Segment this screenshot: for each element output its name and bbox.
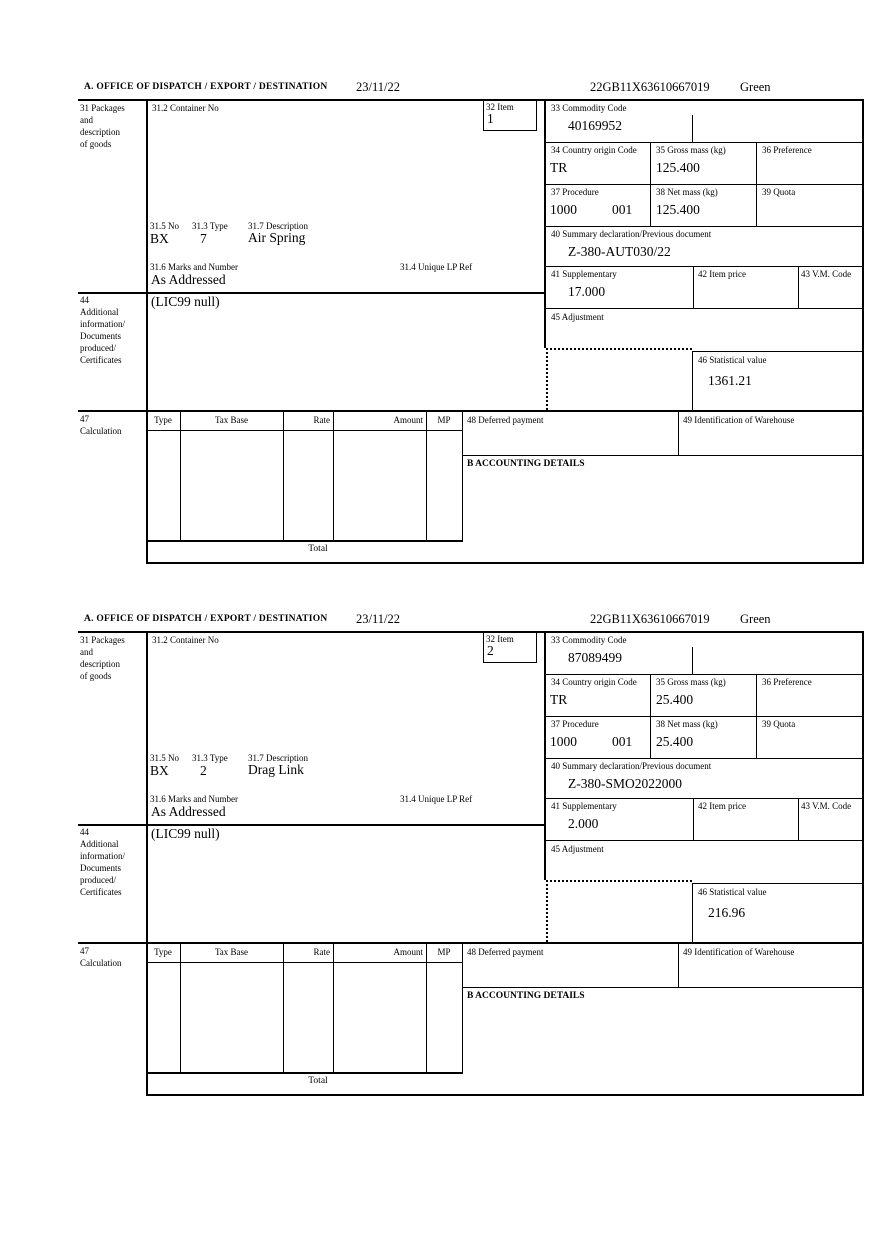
declaration-date: 23/11/22 — [356, 80, 400, 94]
divider — [693, 266, 694, 308]
additional-info-label: 44 — [80, 827, 89, 837]
column-header-type: Type — [154, 415, 172, 425]
column-header-mp: MP — [437, 947, 451, 957]
column-header-amount: Amount — [393, 947, 423, 957]
packages-label: description — [80, 127, 120, 137]
gross-mass-label: 35 Gross mass (kg) — [656, 677, 726, 687]
statistical-value-label: 46 Statistical value — [698, 887, 767, 897]
accounting-details-label: B ACCOUNTING DETAILS — [467, 459, 585, 469]
packages-label: of goods — [80, 671, 112, 681]
divider — [678, 942, 679, 987]
previous-document-value: Z-380-AUT030/22 — [568, 244, 671, 259]
procedure-label: 37 Procedure — [551, 187, 599, 197]
column-header-amount: Amount — [393, 415, 423, 425]
deferred-payment-label: 48 Deferred payment — [467, 415, 544, 425]
column-header-tax-base: Tax Base — [214, 415, 249, 425]
column-header-tax-base: Tax Base — [214, 947, 249, 957]
divider — [862, 631, 864, 1096]
divider — [692, 351, 864, 352]
adjustment-label: 45 Adjustment — [551, 844, 604, 854]
net-mass-value: 125.400 — [656, 202, 700, 217]
dotted-divider — [546, 348, 548, 410]
declaration-reference: 22GB11X63610667019 — [590, 80, 710, 94]
total-label: Total — [308, 544, 328, 554]
procedure-qualifier-value: 001 — [612, 734, 633, 749]
gross-mass-value: 125.400 — [656, 160, 700, 175]
divider — [692, 883, 864, 884]
declaration-reference: 22GB11X63610667019 — [590, 612, 710, 626]
additional-info-value: (LIC99 null) — [151, 826, 220, 841]
preference-label: 36 Preference — [762, 145, 812, 155]
office-of-dispatch-title: A. OFFICE OF DISPATCH / EXPORT / DESTINATION — [84, 82, 328, 92]
column-header-type: Type — [154, 947, 172, 957]
divider — [483, 130, 537, 131]
additional-info-label: Documents — [80, 863, 121, 873]
marks-value: As Addressed — [151, 272, 226, 287]
marks-value: As Addressed — [151, 804, 226, 819]
commodity-code-label: 33 Commodity Code — [551, 103, 627, 113]
additional-info-label: 44 — [80, 295, 89, 305]
divider — [756, 142, 757, 226]
divider — [544, 99, 546, 348]
supplementary-label: 41 Supplementary — [551, 269, 617, 279]
divider — [333, 410, 334, 540]
packages-label: 31 Packages — [80, 635, 125, 645]
additional-info-label: Certificates — [80, 887, 122, 897]
commodity-code-separator — [692, 115, 693, 142]
additional-info-label: Additional — [80, 307, 119, 317]
divider — [146, 1094, 864, 1096]
column-header-rate: Rate — [313, 415, 330, 425]
summary-declaration-label: 40 Summary declaration/Previous document — [551, 229, 712, 239]
marks-label: 31.6 Marks and Number — [150, 794, 238, 804]
statistical-value-label: 46 Statistical value — [698, 355, 767, 365]
country-origin-value: TR — [550, 160, 568, 175]
divider — [862, 99, 864, 564]
divider — [146, 1072, 463, 1074]
item-number-value: 1 — [487, 111, 494, 126]
marks-label: 31.6 Marks and Number — [150, 262, 238, 272]
gross-mass-value: 25.400 — [656, 692, 694, 707]
item-price-label: 42 Item price — [698, 801, 746, 811]
additional-info-value: (LIC99 null) — [151, 294, 220, 309]
package-type-label: 31.3 Type — [192, 221, 228, 231]
column-header-rate: Rate — [313, 947, 330, 957]
commodity-code-value: 87089499 — [568, 650, 622, 665]
divider — [180, 942, 181, 1072]
divider — [650, 674, 651, 758]
divider — [536, 99, 537, 131]
divider — [146, 99, 148, 564]
additional-info-label: information/ — [80, 319, 125, 329]
divider — [426, 410, 427, 540]
packages-label: and — [80, 115, 93, 125]
divider — [545, 758, 864, 759]
divider — [462, 410, 463, 540]
declaration-date: 23/11/22 — [356, 612, 400, 626]
procedure-value: 1000 — [550, 202, 577, 217]
divider — [146, 430, 463, 431]
summary-declaration-label: 40 Summary declaration/Previous document — [551, 761, 712, 771]
divider — [678, 410, 679, 455]
description-label: 31.7 Description — [248, 753, 308, 763]
procedure-value: 1000 — [550, 734, 577, 749]
package-no-value: BX — [150, 231, 169, 246]
container-no-label: 31.2 Container No — [152, 103, 219, 113]
package-type-value: 7 — [200, 231, 207, 246]
divider — [545, 716, 864, 717]
calculation-label: Calculation — [80, 958, 122, 968]
description-label: 31.7 Description — [248, 221, 308, 231]
divider — [78, 410, 864, 412]
item-price-label: 42 Item price — [698, 269, 746, 279]
net-mass-label: 38 Net mass (kg) — [656, 187, 718, 197]
divider — [483, 99, 484, 131]
declaration-item-section-2 — [78, 610, 868, 1102]
item-number-value: 2 — [487, 643, 494, 658]
dotted-divider — [546, 348, 692, 350]
additional-info-label: information/ — [80, 851, 125, 861]
commodity-code-value: 40169952 — [568, 118, 622, 133]
package-type-value: 2 — [200, 763, 207, 778]
supplementary-label: 41 Supplementary — [551, 801, 617, 811]
divider — [180, 410, 181, 540]
divider — [78, 942, 864, 944]
dotted-divider — [546, 880, 548, 942]
warehouse-label: 49 Identification of Warehouse — [683, 947, 795, 957]
additional-info-label: Certificates — [80, 355, 122, 365]
package-no-value: BX — [150, 763, 169, 778]
divider — [426, 942, 427, 1072]
divider — [146, 562, 864, 564]
divider — [146, 962, 463, 963]
divider — [692, 351, 693, 410]
divider — [333, 942, 334, 1072]
description-value: Drag Link — [248, 762, 304, 777]
accounting-details-label: B ACCOUNTING DETAILS — [467, 991, 585, 1001]
declaration-item-section-1 — [78, 78, 868, 570]
quota-label: 39 Quota — [762, 719, 796, 729]
additional-info-label: Documents — [80, 331, 121, 341]
container-no-label: 31.2 Container No — [152, 635, 219, 645]
divider — [544, 631, 546, 880]
divider — [283, 410, 284, 540]
calculation-label: Calculation — [80, 426, 122, 436]
dotted-divider — [546, 880, 692, 882]
route-status: Green — [740, 612, 771, 626]
adjustment-label: 45 Adjustment — [551, 312, 604, 322]
packages-label: description — [80, 659, 120, 669]
procedure-label: 37 Procedure — [551, 719, 599, 729]
country-origin-label: 34 Country origin Code — [551, 145, 637, 155]
divider — [693, 798, 694, 840]
divider — [283, 942, 284, 1072]
net-mass-value: 25.400 — [656, 734, 694, 749]
divider — [545, 226, 864, 227]
commodity-code-separator — [692, 647, 693, 674]
preference-label: 36 Preference — [762, 677, 812, 687]
divider — [756, 674, 757, 758]
package-no-label: 31.5 No — [150, 753, 179, 763]
statistical-value: 216.96 — [708, 905, 746, 920]
divider — [78, 631, 864, 633]
net-mass-label: 38 Net mass (kg) — [656, 719, 718, 729]
country-origin-value: TR — [550, 692, 568, 707]
item-label: 32 Item — [486, 634, 514, 644]
deferred-payment-label: 48 Deferred payment — [467, 947, 544, 957]
additional-info-label: Additional — [80, 839, 119, 849]
divider — [545, 308, 864, 309]
packages-label: and — [80, 647, 93, 657]
procedure-qualifier-value: 001 — [612, 202, 633, 217]
commodity-code-label: 33 Commodity Code — [551, 635, 627, 645]
divider — [483, 631, 484, 663]
divider — [146, 540, 463, 542]
additional-info-label: produced/ — [80, 343, 116, 353]
gross-mass-label: 35 Gross mass (kg) — [656, 145, 726, 155]
divider — [78, 99, 864, 101]
divider — [462, 455, 864, 456]
office-of-dispatch-title: A. OFFICE OF DISPATCH / EXPORT / DESTINATION — [84, 614, 328, 624]
divider — [483, 662, 537, 663]
unique-lp-ref-label: 31.4 Unique LP Ref — [400, 794, 473, 804]
statistical-value: 1361.21 — [708, 373, 752, 388]
item-label: 32 Item — [486, 102, 514, 112]
divider — [798, 798, 799, 840]
additional-info-label: produced/ — [80, 875, 116, 885]
vm-code-label: 43 V.M. Code — [801, 801, 852, 811]
total-label: Total — [308, 1076, 328, 1086]
package-type-label: 31.3 Type — [192, 753, 228, 763]
divider — [545, 674, 864, 675]
vm-code-label: 43 V.M. Code — [801, 269, 852, 279]
divider — [692, 883, 693, 942]
supplementary-value: 17.000 — [568, 284, 606, 299]
packages-label: of goods — [80, 139, 112, 149]
route-status: Green — [740, 80, 771, 94]
divider — [536, 631, 537, 663]
quota-label: 39 Quota — [762, 187, 796, 197]
warehouse-label: 49 Identification of Warehouse — [683, 415, 795, 425]
divider — [462, 942, 463, 1072]
previous-document-value: Z-380-SMO2022000 — [568, 776, 682, 791]
description-value: Air Spring — [248, 230, 306, 245]
column-header-mp: MP — [437, 415, 451, 425]
divider — [650, 142, 651, 226]
divider — [545, 266, 864, 267]
divider — [146, 631, 148, 1096]
divider — [462, 987, 864, 988]
divider — [545, 840, 864, 841]
unique-lp-ref-label: 31.4 Unique LP Ref — [400, 262, 473, 272]
country-origin-label: 34 Country origin Code — [551, 677, 637, 687]
divider — [545, 184, 864, 185]
package-no-label: 31.5 No — [150, 221, 179, 231]
calculation-label: 47 — [80, 946, 89, 956]
divider — [545, 798, 864, 799]
packages-label: 31 Packages — [80, 103, 125, 113]
divider — [545, 142, 864, 143]
supplementary-value: 2.000 — [568, 816, 599, 831]
calculation-label: 47 — [80, 414, 89, 424]
divider — [798, 266, 799, 308]
